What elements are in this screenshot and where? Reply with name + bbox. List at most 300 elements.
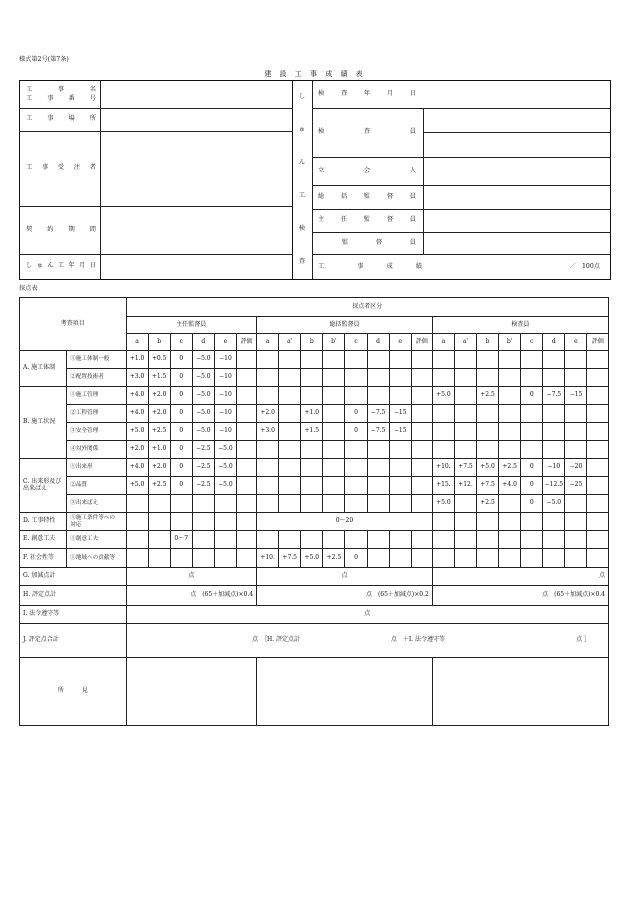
score-cell[interactable]: [236, 351, 256, 369]
score-cell[interactable]: [565, 531, 587, 549]
score-cell[interactable]: [411, 369, 432, 387]
score-cell[interactable]: [214, 513, 236, 531]
score-cell[interactable]: [301, 477, 323, 495]
score-cell[interactable]: −2.5: [192, 459, 214, 477]
score-cell[interactable]: [565, 495, 587, 513]
score-cell[interactable]: [521, 351, 543, 369]
score-cell[interactable]: [477, 549, 499, 568]
score-cell[interactable]: [236, 423, 256, 441]
score-cell[interactable]: [454, 531, 476, 549]
score-cell[interactable]: [236, 477, 256, 495]
score-cell[interactable]: [521, 369, 543, 387]
score-cell[interactable]: [301, 495, 323, 513]
score-cell[interactable]: [345, 495, 367, 513]
score-cell[interactable]: [411, 441, 432, 459]
score-cell[interactable]: [301, 441, 323, 459]
g-inspector-cell[interactable]: 点: [432, 568, 608, 586]
score-cell[interactable]: [543, 531, 565, 549]
score-cell[interactable]: [499, 423, 521, 441]
score-cell[interactable]: [279, 477, 301, 495]
score-cell[interactable]: [126, 531, 148, 549]
score-cell[interactable]: +5.0: [126, 477, 148, 495]
score-cell[interactable]: [543, 369, 565, 387]
score-cell[interactable]: [521, 513, 543, 531]
remarks-general[interactable]: [257, 658, 433, 726]
score-cell[interactable]: −20: [565, 459, 587, 477]
score-cell[interactable]: [389, 459, 411, 477]
score-cell[interactable]: [521, 549, 543, 568]
score-cell[interactable]: [323, 531, 345, 549]
score-cell[interactable]: +7.5: [454, 459, 476, 477]
score-cell[interactable]: [323, 459, 345, 477]
score-cell[interactable]: [477, 441, 499, 459]
score-cell[interactable]: [236, 495, 256, 513]
score-cell[interactable]: [126, 549, 148, 568]
score-cell[interactable]: [236, 441, 256, 459]
score-cell[interactable]: [148, 549, 170, 568]
score-cell[interactable]: [192, 495, 214, 513]
table-row: [20, 495, 609, 513]
col-header: b: [148, 334, 170, 351]
score-cell[interactable]: [236, 387, 256, 405]
vchar-1: し: [298, 93, 306, 101]
score-cell[interactable]: [236, 459, 256, 477]
score-cell[interactable]: [499, 549, 521, 568]
g-general-cell[interactable]: 点: [257, 568, 433, 586]
score-cell[interactable]: [389, 495, 411, 513]
score-cell[interactable]: −5.0: [214, 459, 236, 477]
j-text-2: 点 ＋I. 法令遵守等: [390, 636, 445, 644]
score-cell[interactable]: [565, 405, 587, 423]
score-cell[interactable]: [170, 495, 192, 513]
score-cell[interactable]: 0: [170, 405, 192, 423]
score-cell[interactable]: +3.0: [257, 423, 279, 441]
score-cell[interactable]: [565, 513, 587, 531]
score-cell[interactable]: [477, 369, 499, 387]
score-cell[interactable]: [192, 513, 214, 531]
score-cell[interactable]: [279, 441, 301, 459]
score-cell[interactable]: [279, 531, 301, 549]
score-cell[interactable]: [345, 477, 367, 495]
score-cell[interactable]: [521, 441, 543, 459]
score-cell[interactable]: [454, 405, 476, 423]
score-cell[interactable]: +2.0: [126, 441, 148, 459]
score-cell[interactable]: 0: [345, 423, 367, 441]
score-cell[interactable]: [499, 405, 521, 423]
score-cell[interactable]: −7.5: [367, 405, 389, 423]
col-header: a: [432, 334, 454, 351]
score-cell[interactable]: −15: [389, 423, 411, 441]
score-cell[interactable]: −7.5: [543, 387, 565, 405]
score-cell[interactable]: 0～7: [170, 531, 192, 549]
score-cell[interactable]: [279, 459, 301, 477]
score-cell[interactable]: 0: [170, 387, 192, 405]
score-cell[interactable]: [521, 405, 543, 423]
score-cell[interactable]: [367, 387, 389, 405]
score-cell[interactable]: [454, 369, 476, 387]
h-general-cell[interactable]: 点 (65＋加減点)×0.2: [257, 586, 433, 606]
score-cell[interactable]: [454, 351, 476, 369]
section-label: H. 評定点計: [20, 586, 127, 606]
score-cell[interactable]: [279, 405, 301, 423]
score-cell[interactable]: [454, 513, 476, 531]
score-cell[interactable]: [454, 441, 476, 459]
remarks-inspector[interactable]: [432, 658, 608, 726]
score-cell[interactable]: +7.5: [279, 549, 301, 568]
score-cell[interactable]: +2.5: [148, 477, 170, 495]
score-cell[interactable]: [587, 477, 609, 495]
score-cell[interactable]: −5.0: [192, 405, 214, 423]
score-cell[interactable]: [323, 441, 345, 459]
score-cell[interactable]: [301, 369, 323, 387]
score-cell[interactable]: [345, 441, 367, 459]
score-cell[interactable]: +2.5: [148, 423, 170, 441]
score-cell[interactable]: [565, 351, 587, 369]
score-cell[interactable]: [389, 441, 411, 459]
label-contractor: 工 事 受 注 者: [26, 164, 96, 171]
score-cell[interactable]: [279, 495, 301, 513]
score-cell[interactable]: [367, 477, 389, 495]
score-cell[interactable]: −5.0: [214, 477, 236, 495]
row-witness: [312, 157, 610, 186]
score-cell[interactable]: [411, 405, 432, 423]
score-cell[interactable]: +1.5: [301, 423, 323, 441]
score-cell[interactable]: [411, 351, 432, 369]
score-cell[interactable]: [148, 513, 170, 531]
score-cell[interactable]: 0: [170, 423, 192, 441]
score-cell[interactable]: +2.5: [499, 459, 521, 477]
score-cell[interactable]: [499, 495, 521, 513]
score-cell[interactable]: [432, 549, 454, 568]
col-header: e: [565, 334, 587, 351]
score-cell[interactable]: [126, 513, 148, 531]
score-cell[interactable]: [170, 513, 192, 531]
score-cell[interactable]: [345, 531, 367, 549]
score-cell[interactable]: [279, 423, 301, 441]
score-cell[interactable]: [236, 369, 256, 387]
item-label: ①地域への貢献等: [67, 549, 126, 568]
score-cell[interactable]: −12.5: [543, 477, 565, 495]
score-cell[interactable]: [454, 549, 476, 568]
score-cell[interactable]: [301, 351, 323, 369]
score-cell[interactable]: [521, 531, 543, 549]
score-cell[interactable]: [214, 549, 236, 568]
score-cell[interactable]: [565, 423, 587, 441]
score-cell[interactable]: −5.0: [192, 387, 214, 405]
score-cell[interactable]: [543, 351, 565, 369]
score-cell[interactable]: [323, 477, 345, 495]
score-cell[interactable]: [587, 495, 609, 513]
score-cell[interactable]: [499, 531, 521, 549]
score-cell[interactable]: −10: [214, 405, 236, 423]
score-cell[interactable]: +2.0: [257, 405, 279, 423]
score-cell[interactable]: [345, 351, 367, 369]
score-cell[interactable]: [279, 369, 301, 387]
score-cell[interactable]: [257, 387, 279, 405]
score-cell[interactable]: [477, 423, 499, 441]
score-cell[interactable]: −10: [214, 351, 236, 369]
score-cell[interactable]: [477, 513, 499, 531]
score-cell[interactable]: −2.5: [192, 441, 214, 459]
score-cell[interactable]: +2.5: [323, 549, 345, 568]
score-cell[interactable]: [236, 405, 256, 423]
score-cell[interactable]: [411, 477, 432, 495]
i-cell[interactable]: 点: [126, 606, 608, 624]
score-cell[interactable]: [236, 531, 256, 549]
score-cell[interactable]: 0: [521, 477, 543, 495]
score-cell[interactable]: [587, 369, 609, 387]
score-cell[interactable]: +0.5: [148, 351, 170, 369]
score-cell[interactable]: [432, 405, 454, 423]
score-cell[interactable]: −10: [214, 369, 236, 387]
score-cell[interactable]: [432, 423, 454, 441]
d-range-cell: 0～20: [257, 513, 433, 531]
score-cell[interactable]: [301, 459, 323, 477]
label-witness: 立 会 人: [318, 167, 416, 174]
score-cell[interactable]: [411, 459, 432, 477]
row-chief-supervisor: [312, 209, 610, 233]
score-cell[interactable]: 0: [345, 405, 367, 423]
score-cell[interactable]: [389, 387, 411, 405]
score-cell[interactable]: [543, 423, 565, 441]
score-cell[interactable]: [257, 441, 279, 459]
table-row: [20, 441, 609, 459]
score-cell[interactable]: [432, 531, 454, 549]
score-cell[interactable]: [345, 387, 367, 405]
score-cell[interactable]: [499, 387, 521, 405]
section-label: G. 加減点計: [20, 568, 127, 586]
score-cell[interactable]: +7.5: [477, 477, 499, 495]
score-cell[interactable]: +5.0: [126, 423, 148, 441]
score-cell[interactable]: +1.5: [148, 369, 170, 387]
score-cell[interactable]: [432, 513, 454, 531]
score-cell[interactable]: +1.0: [301, 405, 323, 423]
score-cell[interactable]: [126, 495, 148, 513]
score-cell[interactable]: +10.: [432, 459, 454, 477]
score-cell[interactable]: +12.: [454, 477, 476, 495]
score-cell[interactable]: [587, 531, 609, 549]
score-cell[interactable]: [411, 531, 432, 549]
section-label: 所 見: [20, 658, 127, 726]
score-cell[interactable]: [454, 495, 476, 513]
score-cell[interactable]: [565, 369, 587, 387]
score-cell[interactable]: 0: [170, 351, 192, 369]
score-cell[interactable]: −25: [565, 477, 587, 495]
score-cell[interactable]: 0: [521, 387, 543, 405]
score-cell[interactable]: [367, 459, 389, 477]
score-cell[interactable]: [587, 351, 609, 369]
score-cell[interactable]: −10: [214, 423, 236, 441]
score-cell[interactable]: [411, 423, 432, 441]
score-cell[interactable]: [389, 351, 411, 369]
h-chief-cell[interactable]: 点 (65＋加減点)×0.4: [126, 586, 257, 606]
score-cell[interactable]: [279, 351, 301, 369]
score-cell[interactable]: [301, 531, 323, 549]
score-cell[interactable]: [454, 423, 476, 441]
score-cell[interactable]: [587, 405, 609, 423]
score-cell[interactable]: [477, 531, 499, 549]
remarks-chief[interactable]: [126, 658, 257, 726]
score-cell[interactable]: +4.0: [126, 387, 148, 405]
row-supervisor: [312, 232, 610, 255]
score-cell[interactable]: [587, 423, 609, 441]
score-cell[interactable]: −5.0: [192, 351, 214, 369]
vchar-4: 工: [298, 192, 306, 200]
score-cell[interactable]: +4.0: [126, 459, 148, 477]
score-cell[interactable]: [587, 459, 609, 477]
score-cell[interactable]: [345, 369, 367, 387]
score-cell[interactable]: [565, 441, 587, 459]
score-cell[interactable]: [323, 495, 345, 513]
score-cell[interactable]: −5.0: [192, 423, 214, 441]
score-cell[interactable]: [411, 549, 432, 568]
score-cell[interactable]: −5.0: [192, 369, 214, 387]
score-cell[interactable]: [367, 369, 389, 387]
score-cell[interactable]: 0: [521, 495, 543, 513]
score-cell[interactable]: [323, 405, 345, 423]
score-cell[interactable]: [389, 369, 411, 387]
score-cell[interactable]: [499, 441, 521, 459]
score-cell[interactable]: −10: [214, 387, 236, 405]
score-cell[interactable]: +1.0: [126, 351, 148, 369]
score-cell[interactable]: [257, 369, 279, 387]
score-cell[interactable]: [257, 459, 279, 477]
j-cell[interactable]: [126, 624, 608, 658]
section-label: B. 施工状況: [20, 387, 67, 459]
score-cell[interactable]: [477, 405, 499, 423]
score-cell[interactable]: −7.5: [367, 423, 389, 441]
score-cell[interactable]: [236, 513, 256, 531]
score-cell[interactable]: [192, 531, 214, 549]
h-inspector-cell[interactable]: 点 (65＋加減点)×0.4: [432, 586, 608, 606]
score-cell[interactable]: 0: [170, 477, 192, 495]
score-cell[interactable]: [543, 441, 565, 459]
score-cell[interactable]: [521, 423, 543, 441]
group-inspector: 検査員: [432, 317, 608, 334]
score-cell[interactable]: −15: [389, 405, 411, 423]
score-cell[interactable]: [323, 387, 345, 405]
score-cell[interactable]: +5.0: [432, 387, 454, 405]
score-cell[interactable]: −2.5: [192, 477, 214, 495]
score-cell[interactable]: [499, 369, 521, 387]
score-cell[interactable]: [587, 549, 609, 568]
score-cell[interactable]: [148, 495, 170, 513]
score-cell[interactable]: 0: [170, 441, 192, 459]
score-cell[interactable]: −5.0: [543, 495, 565, 513]
score-cell[interactable]: [214, 531, 236, 549]
score-cell[interactable]: [587, 513, 609, 531]
form-title: 建 設 工 事 成 績 表: [264, 70, 366, 78]
score-cell[interactable]: [565, 549, 587, 568]
score-cell[interactable]: +2.0: [148, 387, 170, 405]
score-cell[interactable]: +5.0: [301, 549, 323, 568]
score-cell[interactable]: [432, 369, 454, 387]
score-cell[interactable]: [367, 531, 389, 549]
score-cell[interactable]: [389, 477, 411, 495]
score-cell[interactable]: [477, 351, 499, 369]
score-cell[interactable]: [148, 531, 170, 549]
score-cell[interactable]: [432, 351, 454, 369]
score-cell[interactable]: [257, 531, 279, 549]
score-cell[interactable]: [323, 369, 345, 387]
score-cell[interactable]: +2.5: [477, 387, 499, 405]
score-cell[interactable]: [236, 549, 256, 568]
score-cell[interactable]: 0: [170, 369, 192, 387]
group-chief: 主任監督員: [126, 317, 257, 334]
score-cell[interactable]: +2.5: [477, 495, 499, 513]
score-cell[interactable]: [301, 387, 323, 405]
item-label: ④対外関係: [67, 441, 126, 459]
score-cell[interactable]: +2.0: [148, 459, 170, 477]
score-cell[interactable]: [214, 495, 236, 513]
score-cell[interactable]: [367, 441, 389, 459]
score-cell[interactable]: [323, 423, 345, 441]
score-cell[interactable]: [170, 549, 192, 568]
score-cell[interactable]: [587, 441, 609, 459]
score-cell[interactable]: +15.: [432, 477, 454, 495]
score-cell[interactable]: +10.: [257, 549, 279, 568]
score-cell[interactable]: [587, 387, 609, 405]
score-cell[interactable]: [411, 387, 432, 405]
score-cell[interactable]: [257, 351, 279, 369]
score-cell[interactable]: [323, 351, 345, 369]
label-project-name: 工 事 名: [26, 86, 96, 93]
score-cell[interactable]: 0: [345, 549, 367, 568]
score-cell[interactable]: [432, 441, 454, 459]
col-header: e: [214, 334, 236, 351]
score-cell[interactable]: [411, 495, 432, 513]
score-cell[interactable]: −10: [543, 459, 565, 477]
score-cell[interactable]: [345, 459, 367, 477]
score-cell[interactable]: [389, 531, 411, 549]
score-cell[interactable]: +5.0: [432, 495, 454, 513]
item-label: ③出来ばえ: [67, 495, 126, 513]
score-cell[interactable]: +2.0: [148, 405, 170, 423]
score-cell[interactable]: −5.0: [214, 441, 236, 459]
score-cell[interactable]: [454, 387, 476, 405]
score-cell[interactable]: 0: [170, 459, 192, 477]
row-inspection-date: [312, 81, 610, 109]
score-cell[interactable]: [279, 387, 301, 405]
score-cell[interactable]: [499, 351, 521, 369]
score-cell[interactable]: [257, 477, 279, 495]
score-cell[interactable]: [257, 495, 279, 513]
score-cell[interactable]: [192, 549, 214, 568]
row-completion-date: [20, 254, 292, 279]
header-left: [20, 81, 293, 279]
score-cell[interactable]: [543, 549, 565, 568]
g-chief-cell[interactable]: 点: [126, 568, 257, 586]
score-cell[interactable]: −15: [565, 387, 587, 405]
vchar-2: ゅ: [298, 126, 306, 134]
score-cell[interactable]: [499, 513, 521, 531]
item-label: ②配置技術者: [67, 369, 126, 387]
score-cell[interactable]: [543, 405, 565, 423]
score-cell[interactable]: +4.0: [126, 405, 148, 423]
score-cell[interactable]: +1.0: [148, 441, 170, 459]
score-cell[interactable]: [389, 549, 411, 568]
score-cell[interactable]: [543, 513, 565, 531]
score-cell[interactable]: [367, 351, 389, 369]
score-cell[interactable]: +4.0: [499, 477, 521, 495]
score-cell[interactable]: [367, 495, 389, 513]
header-group: 採点者区分: [126, 298, 608, 317]
score-cell[interactable]: 0: [521, 459, 543, 477]
score-cell[interactable]: [367, 549, 389, 568]
col-header: b': [499, 334, 521, 351]
score-cell[interactable]: +3.0: [126, 369, 148, 387]
score-cell[interactable]: +5.0: [477, 459, 499, 477]
